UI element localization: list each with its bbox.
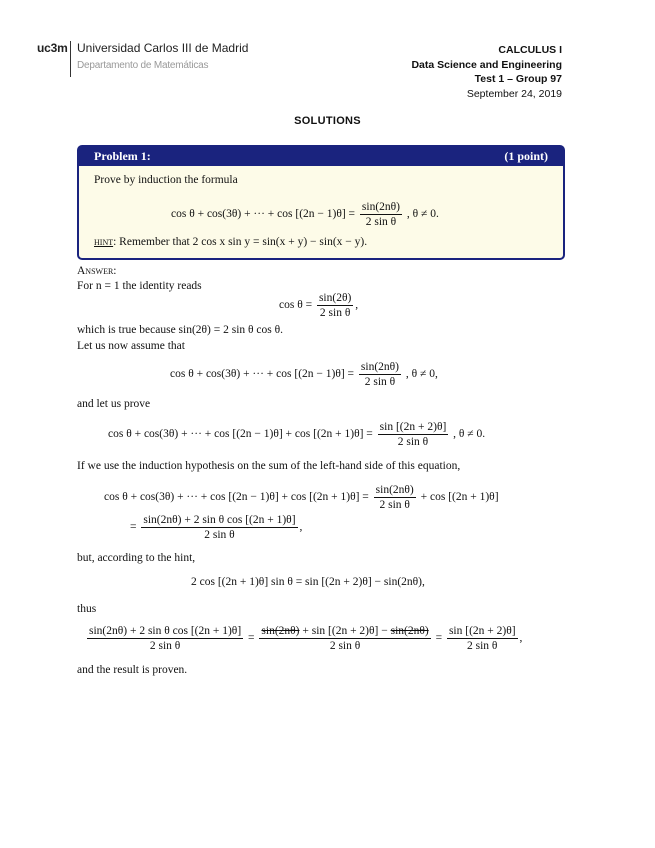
equation-6: [85, 624, 522, 653]
eq4-end: + cos [(2n + 1)θ]: [420, 491, 499, 504]
solution-line-2: which is true because sin(2θ) = 2 sin θ cos θ.: [77, 324, 284, 336]
eq6-fraction-1: [87, 624, 243, 653]
logo-short: uc3m: [37, 41, 68, 55]
problem-title: Problem 1:: [94, 149, 151, 163]
solution-line-1: For n = 1 the identity reads: [77, 280, 202, 292]
eq4b-fraction: [141, 513, 297, 542]
equation-5: 2 cos [(2n + 1)θ] sin θ = sin [(2n + 2)θ] − sin(2nθ),: [191, 576, 425, 588]
solution-line-8: and the result is proven.: [77, 664, 188, 676]
eq6-equals-1: =: [248, 632, 255, 645]
solution-line-7: thus: [77, 603, 97, 615]
eq1-denominator: 2 sin θ: [319, 307, 351, 319]
program-name: Data Science and Engineering: [411, 58, 562, 71]
eq3-numerator: sin [(2n + 2)θ]: [379, 421, 447, 433]
eq1-numerator: sin(2θ): [318, 292, 352, 304]
eq2-fraction: [359, 360, 401, 389]
formula-denominator: 2 sin θ: [365, 216, 397, 228]
hint-text: : Remember that 2 cos x sin y = sin(x + y) − sin(x − y).: [113, 236, 368, 248]
eq4-fraction: [374, 483, 416, 512]
eq3-lhs: cos θ + cos(3θ) + ··· + cos [(2n − 1)θ] + cos [(2n + 1)θ] =: [108, 428, 373, 441]
eq2-end: , θ ≠ 0,: [405, 368, 438, 381]
eq6-middle-term: + sin [(2n + 2)θ] −: [299, 625, 391, 637]
solution-line-4: and let us prove: [77, 398, 151, 410]
course-header: [411, 43, 562, 101]
eq6-denominator-3: 2 sin θ: [467, 640, 498, 652]
problem-points: (1 point): [504, 149, 548, 163]
answer-label: Answer:: [77, 265, 117, 277]
eq2-numerator: sin(2nθ): [360, 361, 400, 373]
equation-4: [104, 483, 499, 512]
formula-fraction: [360, 200, 402, 229]
equation-3: [108, 420, 485, 449]
eq6-fraction-3: [447, 624, 518, 653]
eq4b-numerator: sin(2nθ) + 2 sin θ cos [(2n + 1)θ]: [143, 514, 296, 526]
eq6-numerator-2: [259, 624, 430, 639]
hint-label: hint: [94, 236, 114, 248]
eq6-end: ,: [519, 632, 523, 645]
section-title: SOLUTIONS: [294, 115, 361, 127]
eq1-end: ,: [355, 299, 359, 312]
eq3-end: , θ ≠ 0.: [453, 428, 486, 441]
eq6-cancelled-term-1: sin(2nθ): [261, 625, 300, 637]
equation-1: [279, 291, 358, 320]
solution-line-5: If we use the induction hypothesis on the sum of the left-hand side of this equation,: [77, 460, 461, 472]
formula-lhs: cos θ + cos(3θ) + ··· + cos [(2n − 1)θ] =: [171, 208, 356, 221]
problem-formula: [171, 200, 439, 229]
test-name: Test 1 – Group 97: [474, 73, 562, 85]
eq1-lhs: cos θ =: [279, 299, 313, 312]
department-name: Departamento de Matemáticas: [77, 60, 209, 71]
eq6-denominator-1: 2 sin θ: [149, 640, 181, 652]
eq6-numerator-3: sin [(2n + 2)θ]: [448, 625, 516, 637]
eq2-lhs: cos θ + cos(3θ) + ··· + cos [(2n − 1)θ] =: [170, 368, 355, 381]
problem-header: [79, 147, 563, 166]
eq6-equals-2: =: [435, 632, 443, 645]
test-date: September 24, 2019: [466, 87, 562, 100]
formula-numerator: sin(2nθ): [361, 201, 401, 213]
eq3-denominator: 2 sin θ: [397, 436, 429, 448]
equation-2: [170, 360, 438, 389]
problem-statement: Prove by induction the formula: [94, 174, 238, 186]
course-title: CALCULUS I: [498, 44, 562, 56]
eq6-cancelled-term-2: sin(2nθ): [390, 625, 429, 637]
eq2-denominator: 2 sin θ: [364, 376, 396, 388]
eq4b-denominator: 2 sin θ: [204, 529, 235, 541]
eq4-numerator: sin(2nθ): [375, 484, 414, 496]
university-name: Universidad Carlos III de Madrid: [77, 41, 249, 55]
problem-hint: [94, 236, 367, 248]
formula-condition: , θ ≠ 0.: [406, 208, 439, 221]
logo-divider: [70, 41, 71, 77]
eq4b-end: ,: [299, 521, 303, 534]
equation-4b: [130, 513, 302, 542]
eq1-fraction: [317, 291, 353, 320]
eq4b-equals: =: [130, 521, 137, 534]
eq4-denominator: 2 sin θ: [379, 499, 410, 511]
solution-line-6: but, according to the hint,: [77, 552, 196, 564]
eq6-fraction-2: [259, 624, 430, 653]
eq6-numerator-1: sin(2nθ) + 2 sin θ cos [(2n + 1)θ]: [89, 625, 242, 637]
eq4-lhs: cos θ + cos(3θ) + ··· + cos [(2n − 1)θ] + cos [(2n + 1)θ] =: [104, 491, 369, 504]
eq3-fraction: [378, 420, 449, 449]
problem-box: [77, 145, 565, 260]
eq6-denominator-2: 2 sin θ: [329, 640, 361, 652]
solution-line-3: Let us now assume that: [77, 340, 185, 352]
